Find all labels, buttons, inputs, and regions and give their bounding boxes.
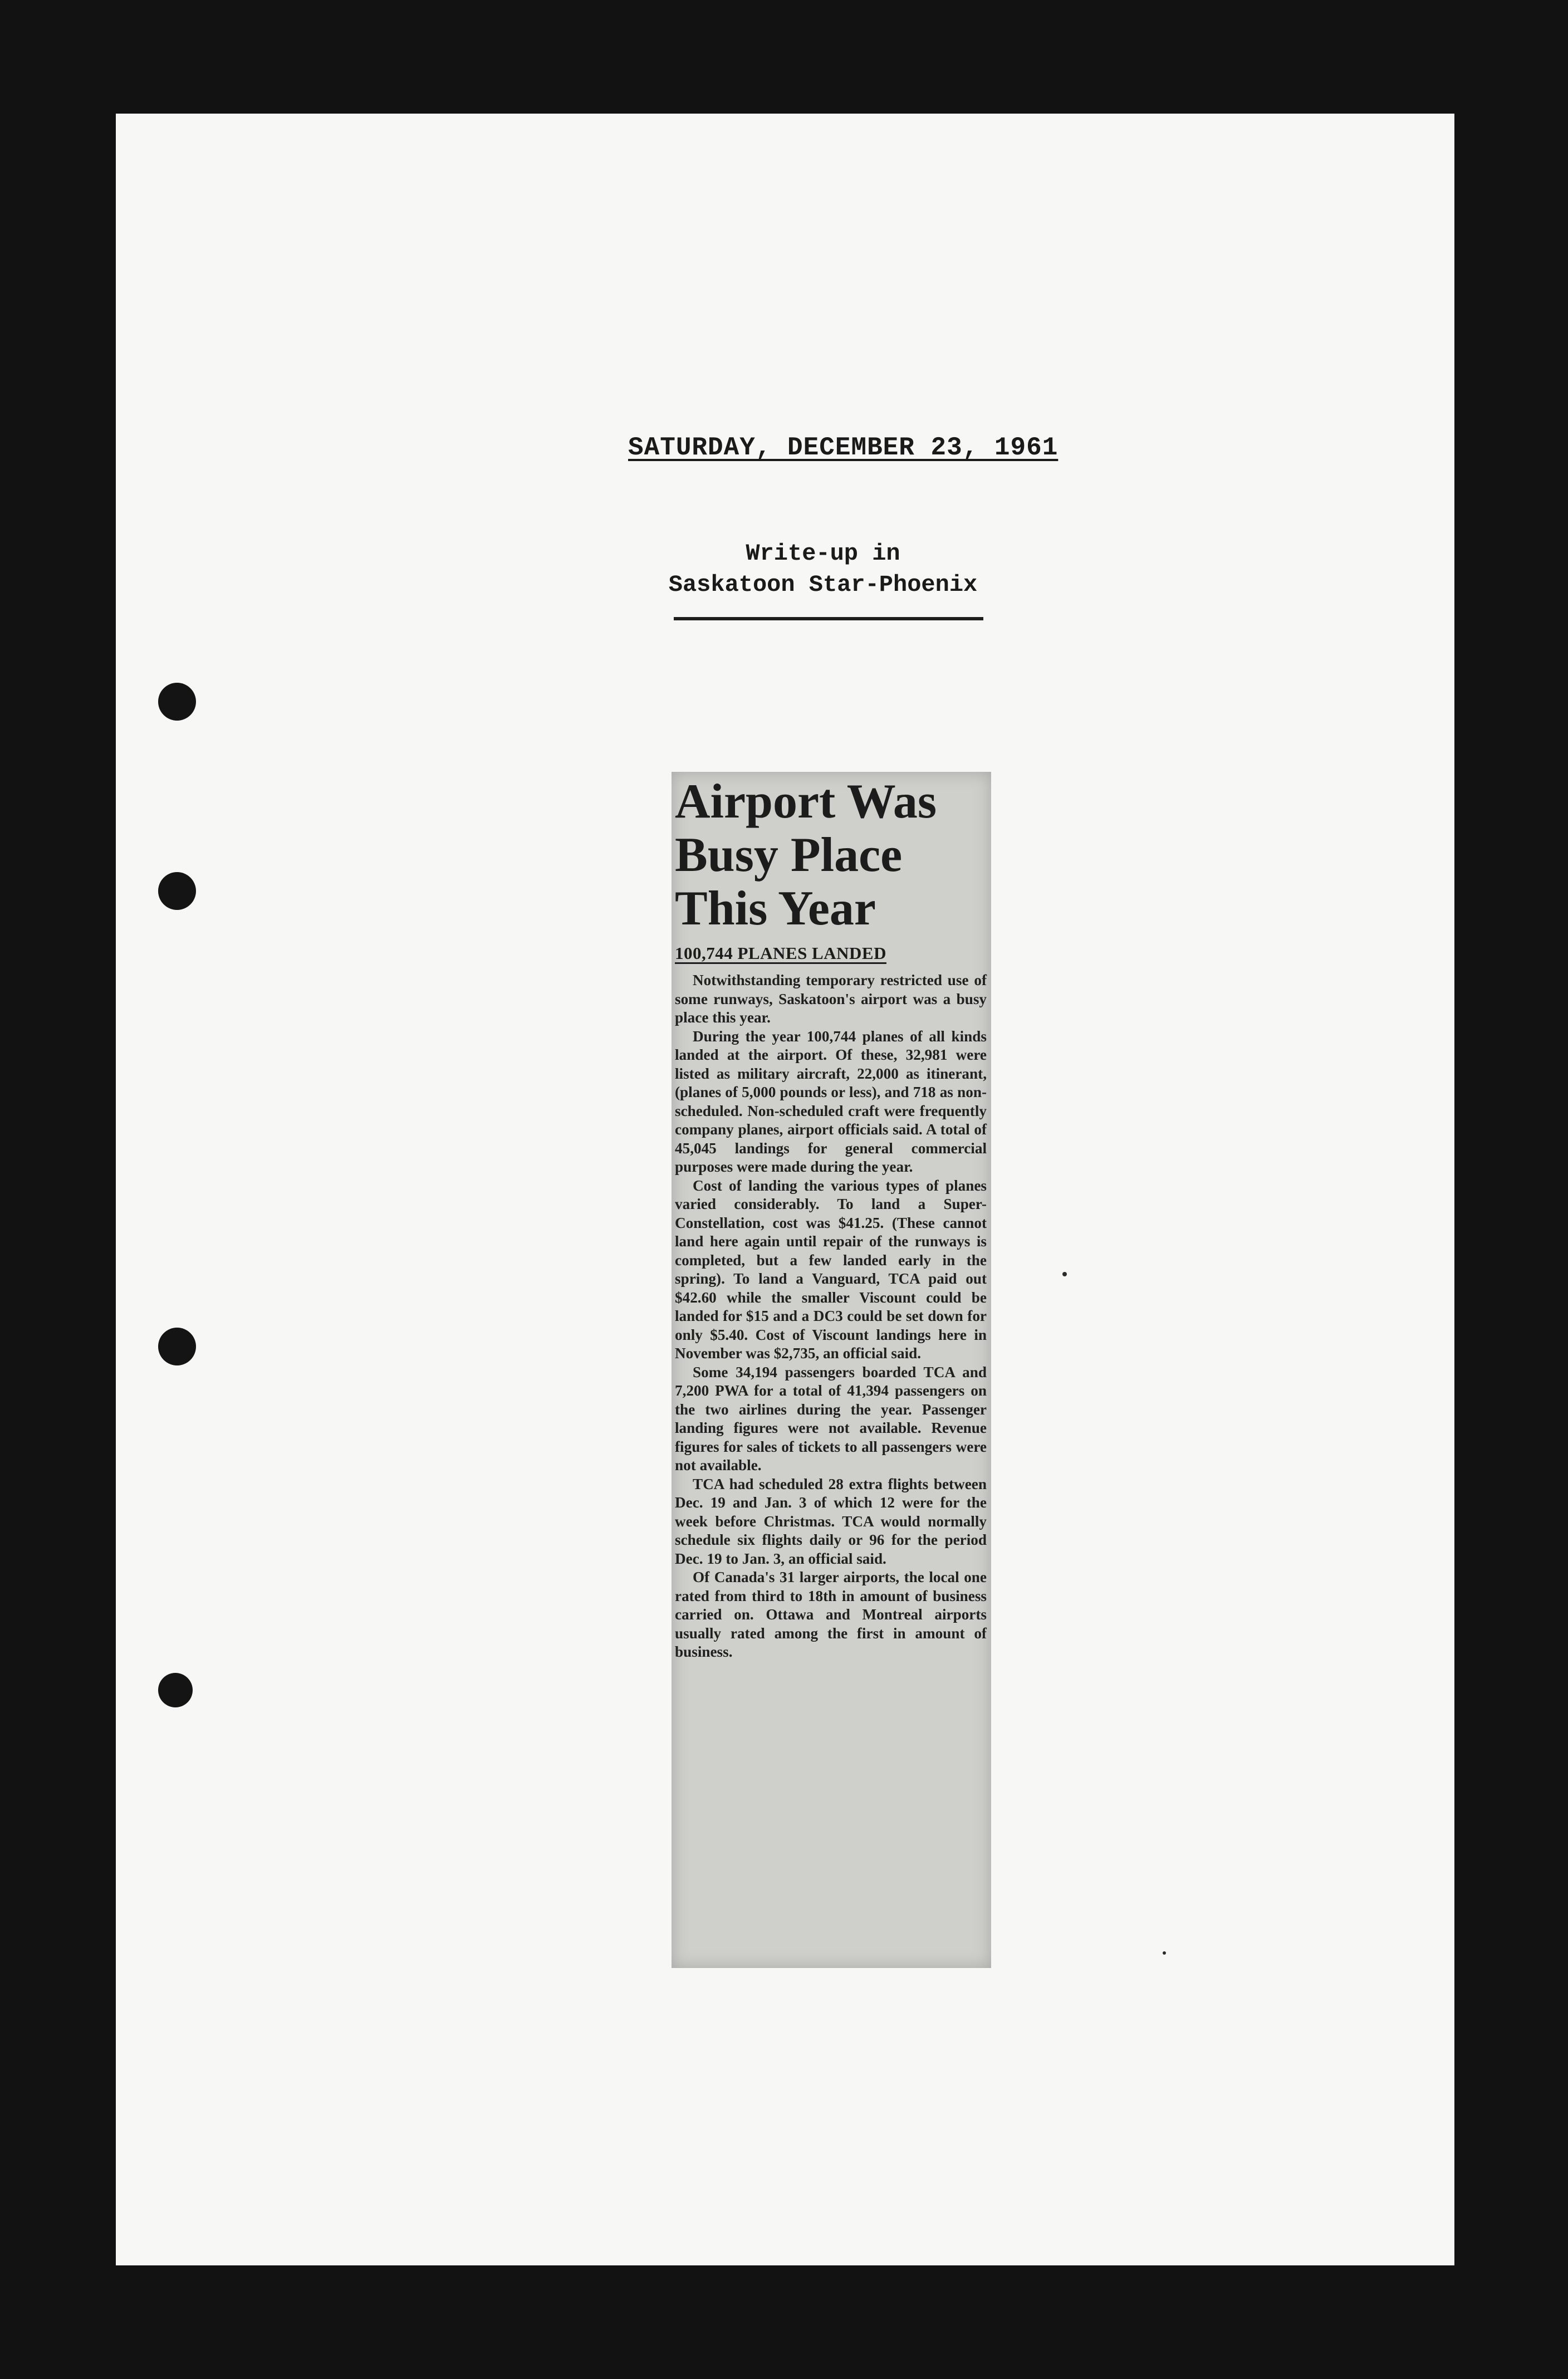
- punch-hole-4: [158, 1673, 193, 1707]
- punch-hole-1: [158, 683, 196, 721]
- article-paragraph-5: TCA had scheduled 28 extra flights between Dec. 19 and Jan. 3 of which 12 were for the week before Christmas. TCA would normally schedule six flights daily or 96 for the period Dec. 19 to Jan. 3, an official said.: [675, 1475, 987, 1567]
- date-heading: SATURDAY, DECEMBER 23, 1961: [628, 433, 1059, 462]
- punch-hole-3: [158, 1328, 196, 1365]
- article-paragraph-1: Notwithstanding temporary restricted use of some runways, Saskatoon's airport was a busy place this year.: [675, 972, 987, 1026]
- document-page: [116, 114, 1454, 2265]
- source-note: [667, 538, 979, 600]
- clipping-subhead: 100,744 PLANES LANDED: [675, 943, 886, 963]
- headline-line-1: Airport Was: [675, 775, 937, 829]
- scan-speck: [1163, 1951, 1166, 1955]
- article-paragraph-4: Some 34,194 passengers boarded TCA and 7,200 PWA for a total of 41,394 passengers on the two airlines during the year. Passenger landing figures were not available. Revenue figures for sales of tickets to all passengers were not available.: [675, 1363, 987, 1474]
- article-paragraph-6: Of Canada's 31 larger airports, the local one rated from third to 18th in amount of business carried on. Ottawa and Montreal airports usually rated among the first in amount of business.: [675, 1569, 987, 1660]
- source-note-line-2: Saskatoon Star-Phoenix: [668, 571, 978, 598]
- divider-rule: [674, 617, 983, 620]
- clipping-body: [675, 971, 987, 1662]
- headline-line-2: Busy Place: [675, 828, 903, 882]
- clipping-headline: [675, 775, 987, 936]
- article-paragraph-3: Cost of landing the various types of planes varied considerably. To land a Super-Constellation, cost was $41.25. (These cannot land here again until repair of the runways is completed, but a few landed early in the spring). To land a Vanguard, TCA paid out $42.60 while the smaller Viscount could be landed for $15 and a DC3 could be set down for only $5.40. Cost of Viscount landings here in November was $2,735, an official said.: [675, 1177, 987, 1362]
- newspaper-clipping: [672, 772, 991, 1968]
- source-note-line-1: Write-up in: [746, 540, 900, 567]
- clipping-content: [675, 775, 987, 1662]
- article-paragraph-2: During the year 100,744 planes of all kinds landed at the airport. Of these, 32,981 were listed as military aircraft, 22,000 as itinerant, (planes of 5,000 pounds or less), and 718 as non-scheduled. Non-scheduled craft were frequently company planes, airport officials said. A total of 45,045 landings for general commercial purposes were made during the year.: [675, 1027, 987, 1175]
- punch-hole-2: [158, 872, 196, 910]
- headline-line-3: This Year: [675, 882, 876, 936]
- scan-speck: [1062, 1272, 1067, 1276]
